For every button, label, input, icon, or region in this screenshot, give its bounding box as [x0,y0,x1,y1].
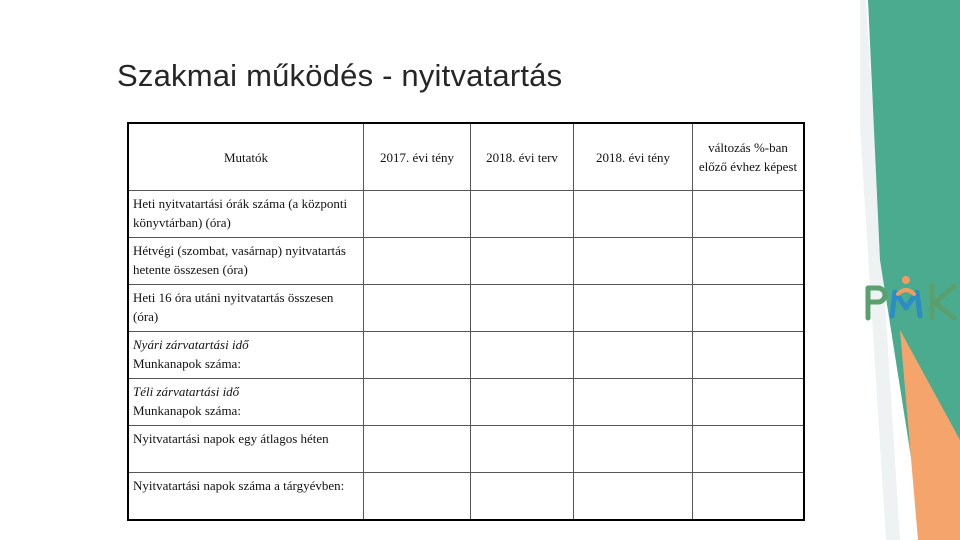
table-row [128,332,804,379]
cell-change[interactable] [693,426,805,473]
side-decoration-band [860,0,960,540]
cell-2017[interactable] [364,238,471,285]
cell-2018-actual[interactable] [574,426,693,473]
table-row [128,285,804,332]
cell-2018-actual[interactable] [574,332,693,379]
row-label: Nyitvatartási napok száma a tárgyévben: [128,473,364,521]
row-label: Hétvégi (szombat, vasárnap) nyitvatartás hetente összesen (óra) [128,238,364,285]
cell-2017[interactable] [364,332,471,379]
cell-2018-plan[interactable] [471,473,574,521]
row-label: Téli zárvatartási idő Munkanapok száma: [128,379,364,426]
cell-change[interactable] [693,285,805,332]
header-2018-actual: 2018. évi tény [574,123,693,191]
cell-change[interactable] [693,473,805,521]
cell-change[interactable] [693,238,805,285]
table-row [128,379,804,426]
table-row [128,473,804,521]
row-label: Heti 16 óra utáni nyitvatartás összesen (óra) [128,285,364,332]
table-header-row [128,123,804,191]
table-row [128,191,804,238]
header-change-percent: változás %-ban előző évhez képest [693,123,805,191]
header-2018-plan: 2018. évi terv [471,123,574,191]
cell-2018-actual[interactable] [574,238,693,285]
cell-change[interactable] [693,191,805,238]
row-label: Nyitvatartási napok egy átlagos héten [128,426,364,473]
cell-change[interactable] [693,332,805,379]
metrics-table [127,122,805,521]
pmk-logo-mark [862,272,960,324]
cell-2017[interactable] [364,473,471,521]
row-label: Heti nyitvatartási órák száma (a központi könyvtárban) (óra) [128,191,364,238]
cell-2017[interactable] [364,285,471,332]
table-row [128,426,804,473]
row-label: Nyári zárvatartási idő Munkanapok száma: [128,332,364,379]
cell-2018-actual[interactable] [574,473,693,521]
header-2017-actual: 2017. évi tény [364,123,471,191]
cell-2017[interactable] [364,426,471,473]
cell-change[interactable] [693,379,805,426]
cell-2017[interactable] [364,379,471,426]
cell-2018-actual[interactable] [574,379,693,426]
cell-2018-plan[interactable] [471,426,574,473]
cell-2018-plan[interactable] [471,379,574,426]
cell-2018-actual[interactable] [574,191,693,238]
header-indicators: Mutatók [128,123,364,191]
slide-title: Szakmai működés - nyitvatartás [117,58,563,93]
cell-2018-plan[interactable] [471,191,574,238]
cell-2018-plan[interactable] [471,332,574,379]
cell-2018-plan[interactable] [471,238,574,285]
table-row [128,238,804,285]
cell-2018-actual[interactable] [574,285,693,332]
cell-2017[interactable] [364,191,471,238]
cell-2018-plan[interactable] [471,285,574,332]
pmk-logo [862,272,960,324]
